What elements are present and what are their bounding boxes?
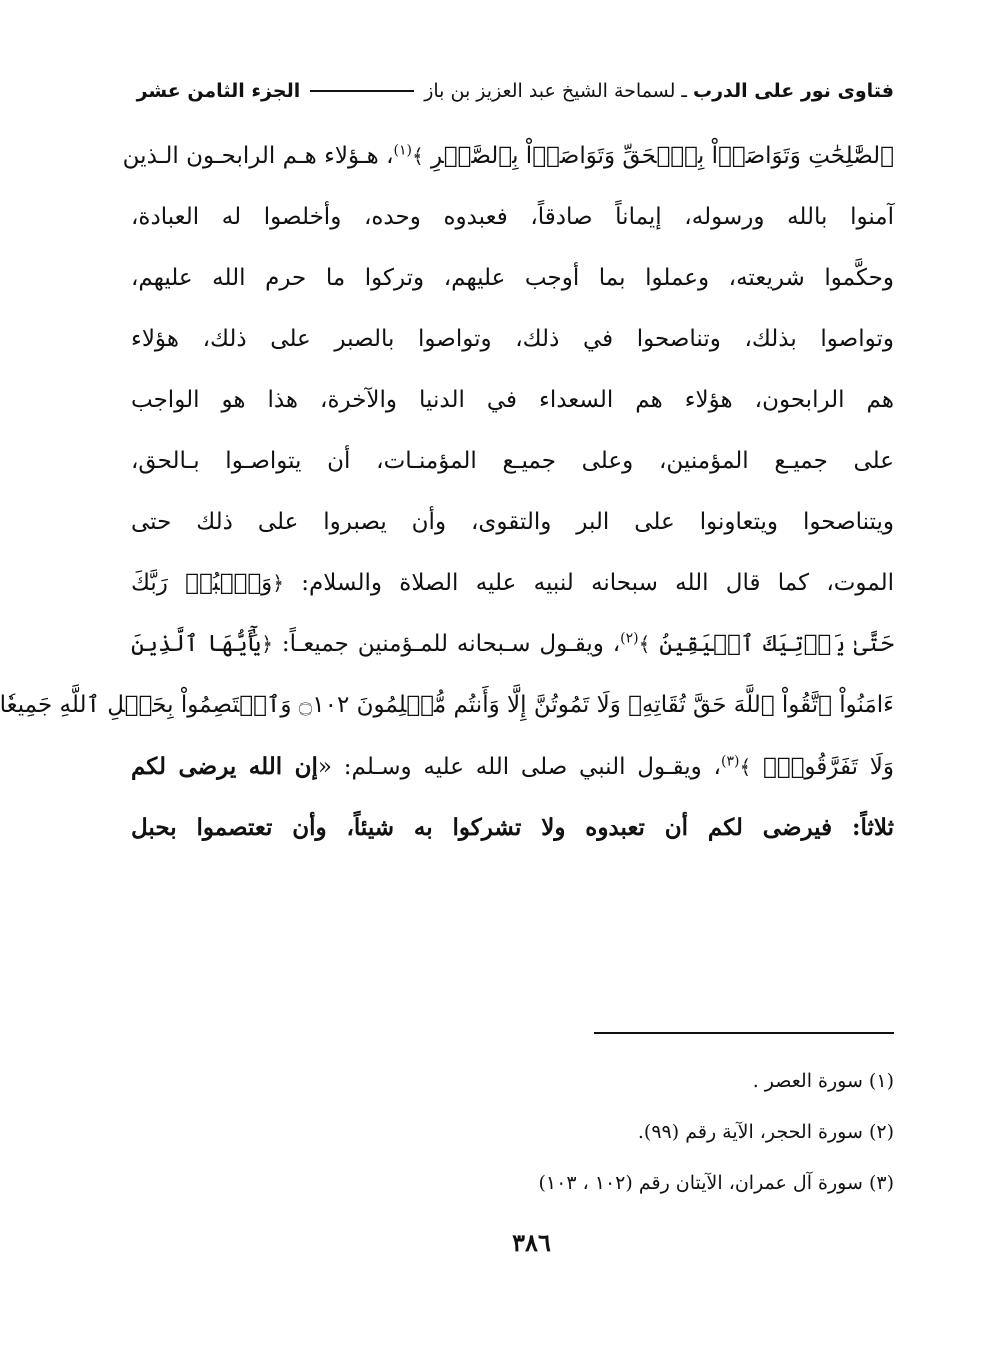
quran-verse: حَتَّىٰ يَأۡتِيَكَ ٱلۡيَقِينُ (659, 631, 894, 657)
footnote-rule (594, 1032, 894, 1034)
footnote: (٣) سورة آل عمران، الآيتان رقم (١٠٢ ، ١٠٣) (538, 1172, 894, 1194)
footnote-ref: (٢) (620, 630, 639, 647)
text-segment: ، هـؤلاء هـم الرابحـون الـذين (122, 143, 394, 169)
text-line: وحكَّموا شريعته، وعملوا بما أوجب عليهم، وتركوا ما حرم الله عليهم، (131, 265, 894, 291)
footnotes (161, 1056, 894, 1209)
header-rule (310, 90, 414, 92)
footnote: (٢) سورة الحجر، الآية رقم (٩٩). (637, 1121, 894, 1143)
text-segment: الموت، كما قال الله سبحانه لنبيه عليه الصلاة والسلام: (301, 570, 895, 596)
text-line: وتواصوا بذلك، وتناصحوا في ذلك، وتواصوا بالصبر على ذلك، هؤلاء (131, 326, 894, 352)
text-line (0, 675, 894, 736)
verse-open-ornament: ﴿ (261, 632, 273, 656)
hadith-text: إن الله يرضى لكم (131, 753, 318, 780)
header-separator: ـ (681, 80, 687, 102)
quran-verse: ٱلصَّٰلِحَٰتِ وَتَوَاصَوۡاْ بِٱلۡحَقِّ وَتَوَاصَوۡاْ بِٱلصَّبۡرِ (431, 143, 894, 169)
text-line (131, 614, 894, 675)
text-segment: ، ويقـول سـبحانه للمـؤمنين جميعـاً: (281, 631, 621, 657)
series-title: فتاوى نور على الدرب (693, 80, 894, 102)
text-line (131, 736, 894, 797)
text-line (131, 797, 894, 858)
text-line: آمنوا بالله ورسوله، إيماناً صادقاً، فعبدوه وحده، وأخلصوا له العبادة، (131, 204, 894, 230)
quran-verse: وَٱعۡبُدۡ رَبَّكَ (131, 570, 273, 596)
verse-close-ornament: ﴾ (638, 632, 651, 656)
text-line (122, 126, 894, 187)
page-number: ٣٨٦ (512, 1228, 551, 1257)
verse-open-ornament: ﴿ (272, 571, 284, 595)
text-line (131, 553, 894, 614)
footnote-ref: (١) (393, 142, 413, 159)
text-line: على جميـع المؤمنين، وعلى جميـع المؤمنـات، أن يتواصـوا بـالحق، (131, 448, 894, 474)
quran-verse: ءَامَنُواْ ٱتَّقُواْ ٱللَّهَ حَقَّ تُقَاتِهِۦ وَلَا تَمُوتُنَّ إِلَّا وَأَنتُم مُّسۡلِمُونَ ۝١٠٢ وَٱعۡتَصِمُواْ بِحَبۡلِ ٱللَّهِ جَمِيعٗا (0, 692, 894, 718)
text-segment: ، ويقـول النبي صلى الله عليه وسـلم: « (317, 754, 721, 780)
body-text (0, 126, 895, 858)
footnote: (١) سورة العصر . (752, 1070, 894, 1092)
quran-verse: يَٰٓأَيُّهَا ٱلَّذِينَ (131, 631, 262, 657)
author-line: لسماحة الشيخ عبد العزيز بن باز (424, 80, 676, 102)
volume-title: الجزء الثامن عشر (136, 80, 301, 102)
quran-verse: وَلَا تَفَرَّقُواْۚ (762, 754, 894, 780)
text-line: ويتناصحوا ويتعاونوا على البر والتقوى، وأن يصبروا على ذلك حتى (131, 509, 894, 535)
verse-close-ornament: ﴾ (739, 755, 752, 779)
footnote-ref: (٣) (720, 753, 740, 770)
hadith-text: ثلاثاً: فيرضى لكم أن تعبدوه ولا تشركوا به شيئاً، وأن تعتصموا بحبل (131, 814, 894, 841)
text-line: هم الرابحون، هؤلاء هم السعداء في الدنيا والآخرة، هذا هو الواجب (131, 387, 894, 413)
verse-close-ornament: ﴾ (412, 144, 424, 168)
running-head (127, 74, 894, 108)
